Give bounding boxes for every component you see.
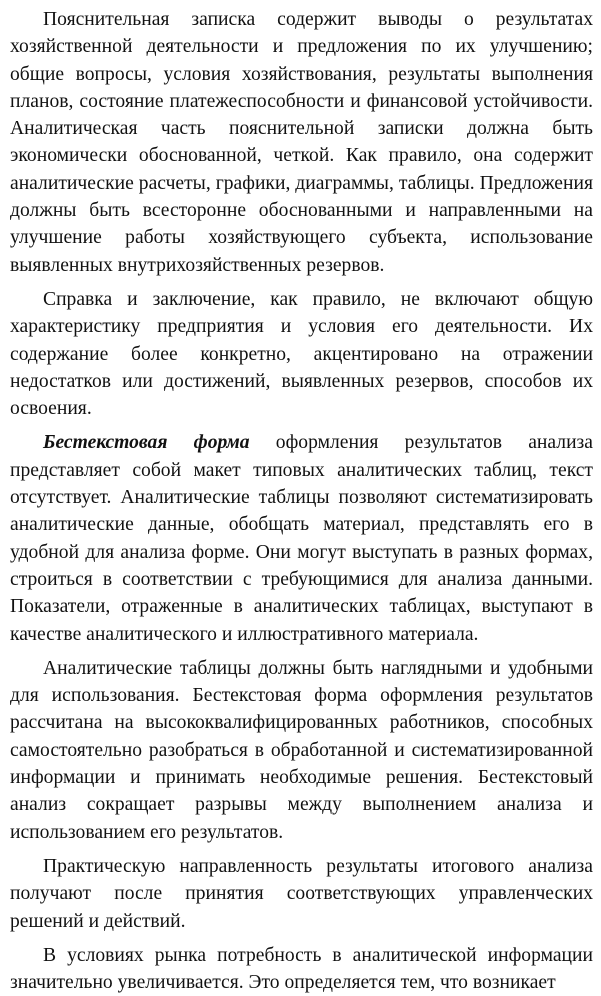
paragraph-text: оформления результатов анализа представляет собой макет типовых аналитических таблиц, текст отсутствует. Аналитические таблицы позволяют систематизировать аналитические данные, обобщать материал, представлять его в удобной для анализа форме. Они могут выступать в разных формах, строиться в соответствии с требующимися для анализа данными. Показатели, отраженные в аналитических таблицах, выступают в качестве аналитического и иллюстративного материала. xyxy=(10,432,593,645)
paragraph-text: Справка и заключение, как правило, не включают общую характеристику предприятия и условия его деятельности. Их содержание более конкретно, акцентировано на отражении недостатков или достижений, выявленных резервов, способов их освоения. xyxy=(10,288,593,420)
term-emphasis: Бестекстовая форма xyxy=(43,432,250,454)
paragraph-text: В условиях рынка потребность в аналитической информации значительно увеличивается. Это определяется тем, что возникает xyxy=(10,944,593,994)
paragraph-market-conditions xyxy=(10,942,593,996)
paragraph-practical-orientation xyxy=(10,853,593,935)
paragraph-explanatory-note xyxy=(10,6,593,279)
paragraph-analytical-tables xyxy=(10,655,593,846)
paragraph-text: Пояснительная записка содержит выводы о результатах хозяйственной деятельности и предложения по их улучшению; общие вопросы, условия хозяйствования, результаты выполнения планов, состояние платежеспособности и финансовой устойчивости. Аналитическая часть пояснительной записки должна быть экономически обоснованной, четкой. Как правило, она содержит аналитические расчеты, графики, диаграммы, таблицы. Предложения должны быть всесторонне обоснованными и направленными на улучшение работы хозяйствующего субъекта, использование выявленных внутрихозяйственных резервов. xyxy=(10,9,593,276)
paragraph-certificate-and-conclusion xyxy=(10,286,593,422)
paragraph-text: Практическую направленность результаты итогового анализа получают после принятия соответствующих управленческих решений и действий. xyxy=(10,855,593,932)
paragraph-textless-form xyxy=(10,429,593,647)
paragraph-text: Аналитические таблицы должны быть наглядными и удобными для использования. Бестекстовая форма оформления результатов рассчитана на высококвалифицированных работников, способных самостоятельно разобраться в обработанной и систематизированной информации и принимать необходимые решения. Бестекстовый анализ сокращает разрывы между выполнением анализа и использованием его результатов. xyxy=(10,657,593,843)
